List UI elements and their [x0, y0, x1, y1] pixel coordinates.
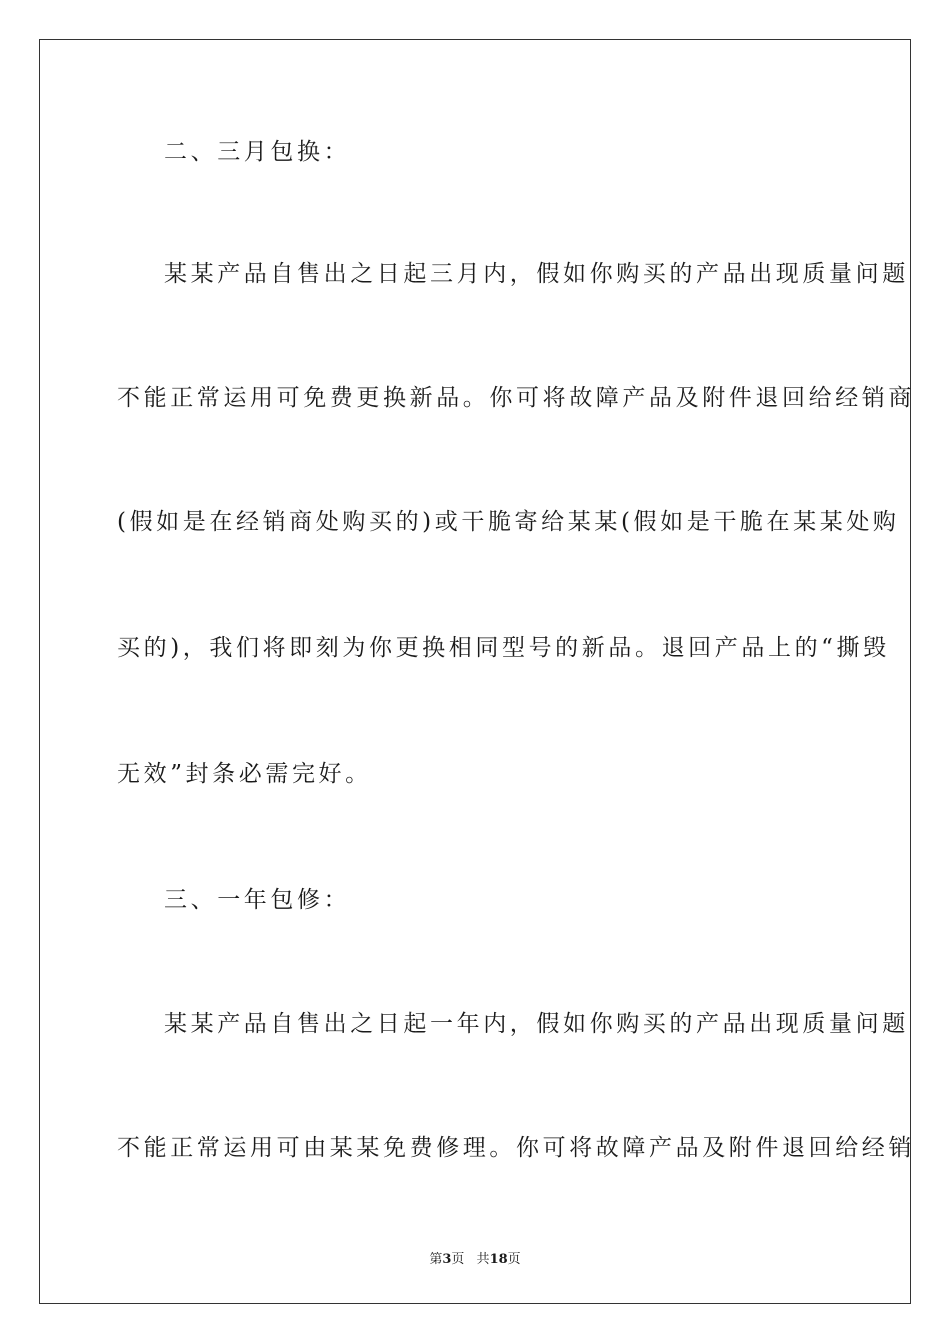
- paragraph-line: 不能正常运用可由某某免费修理。你可将故障产品及附件退回给经销: [117, 1135, 915, 1161]
- paragraph-line: 无效”封条必需完好。: [117, 761, 372, 787]
- total-pages-indicator: 共18页: [476, 1252, 521, 1267]
- paragraph-line: 买的)，我们将即刻为你更换相同型号的新品。退回产品上的“撕毁: [117, 635, 890, 661]
- paragraph-line: 不能正常运用可免费更换新品。你可将故障产品及附件退回给经销商: [117, 385, 915, 411]
- paragraph-line: 某某产品自售出之日起三月内，假如你购买的产品出现质量问题: [164, 261, 909, 287]
- paragraph-line: 某某产品自售出之日起一年内，假如你购买的产品出现质量问题: [164, 1011, 909, 1037]
- page-border: [39, 39, 915, 1304]
- page-indicator: 第3页: [429, 1252, 465, 1267]
- section-heading-3: 三、一年包修：: [164, 887, 351, 913]
- paragraph-line: (假如是在经销商处购买的)或干脆寄给某某(假如是干脆在某某处购: [117, 509, 900, 535]
- page-footer: [0, 1248, 950, 1267]
- section-heading-2: 二、三月包换：: [164, 139, 351, 165]
